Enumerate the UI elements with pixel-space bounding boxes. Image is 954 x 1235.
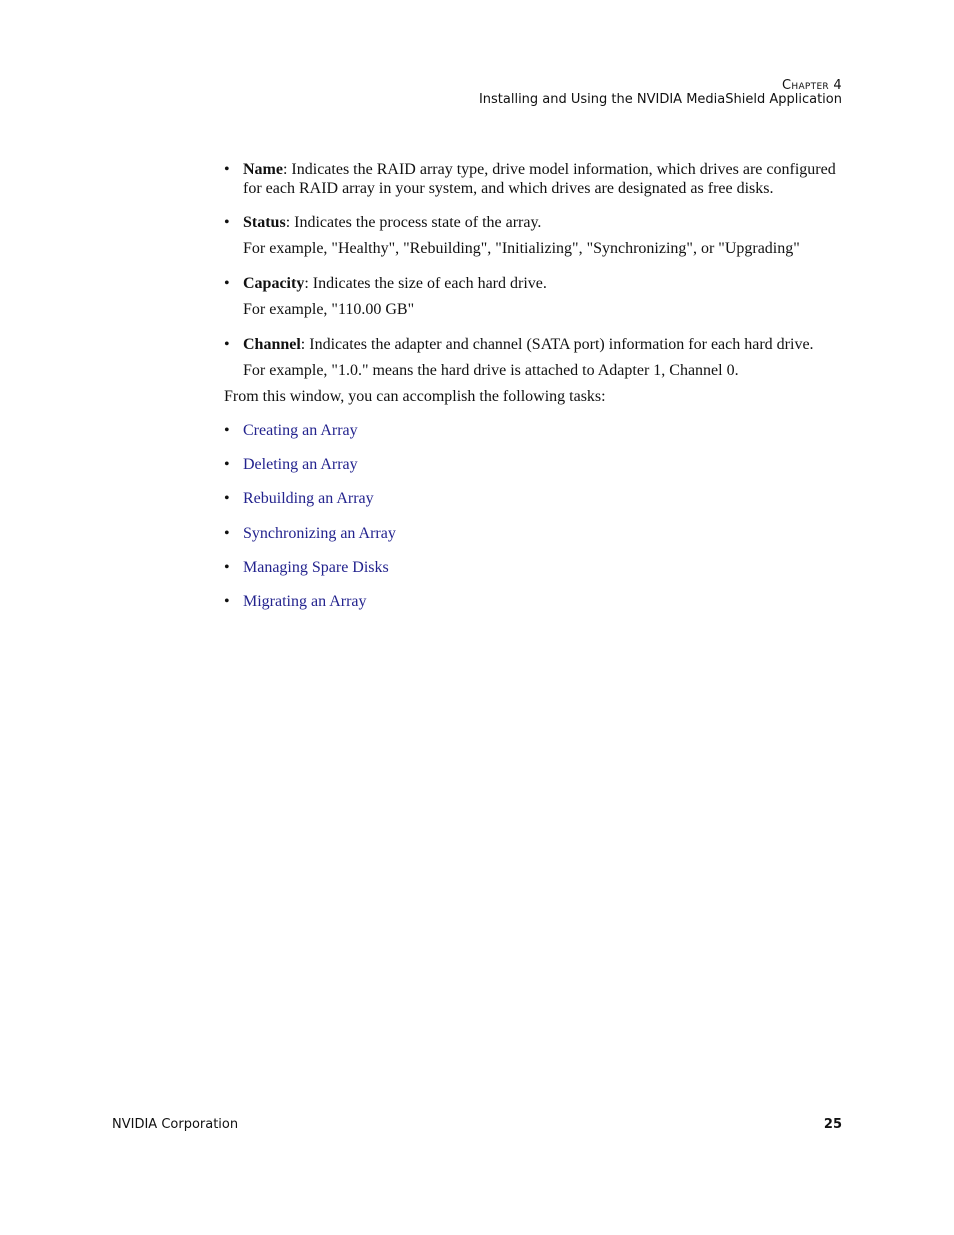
task-link-creating-array[interactable]: Creating an Array: [243, 422, 358, 439]
field-item-status: [224, 213, 844, 232]
field-term: Capacity: [243, 275, 305, 292]
bullet-icon: •: [224, 422, 230, 439]
task-link-synchronizing-array[interactable]: Synchronizing an Array: [243, 524, 396, 542]
field-example: For example, "Healthy", "Rebuilding", "Initializing", "Synchronizing", or "Upgrading": [243, 240, 800, 257]
field-item-capacity: [224, 274, 844, 293]
list-item: [224, 455, 844, 474]
bullet-icon: •: [224, 336, 230, 353]
field-description: : Indicates the size of each hard drive.: [304, 275, 547, 292]
field-example: For example, "1.0." means the hard drive is attached to Adapter 1, Channel 0.: [243, 362, 739, 379]
page-header: [479, 79, 842, 107]
task-link-managing-spare-disks[interactable]: Managing Spare Disks: [243, 558, 389, 576]
field-description: : Indicates the adapter and channel (SATA port) information for each hard drive.: [300, 336, 814, 353]
tasks-intro: From this window, you can accomplish the following tasks:: [224, 388, 606, 405]
bullet-icon: •: [224, 161, 230, 178]
list-item: [224, 489, 844, 508]
bullet-icon: •: [224, 558, 230, 576]
bullet-icon: •: [224, 524, 230, 542]
field-example: For example, "110.00 GB": [243, 301, 415, 318]
list-item: [224, 558, 844, 577]
task-link-rebuilding-array[interactable]: Rebuilding an Array: [243, 490, 374, 508]
task-list: [224, 421, 844, 611]
bullet-icon: •: [224, 214, 230, 231]
field-term: Name: [243, 161, 283, 178]
field-term: Status: [243, 214, 286, 231]
list-item: [224, 524, 844, 543]
chapter-label: Chapter 4: [782, 78, 842, 93]
field-term: Channel: [243, 336, 301, 353]
field-description: : Indicates the RAID array type, drive model information, which drives are configured for each RAID array in your system, and which drives are designated as free disks.: [243, 161, 836, 197]
page-number: 25: [823, 1117, 842, 1132]
bullet-icon: •: [224, 275, 230, 292]
task-link-deleting-array[interactable]: Deleting an Array: [243, 456, 358, 474]
main-content: [224, 160, 844, 626]
bullet-icon: •: [224, 456, 230, 474]
list-item: [224, 592, 844, 611]
bullet-icon: •: [224, 490, 230, 508]
footer-company: NVIDIA Corporation: [112, 1117, 239, 1132]
field-item-channel: [224, 335, 844, 354]
list-item: [224, 421, 844, 440]
bullet-icon: •: [224, 592, 230, 610]
task-link-migrating-array[interactable]: Migrating an Array: [243, 592, 367, 610]
chapter-title: Installing and Using the NVIDIA MediaShield Application: [478, 92, 842, 107]
field-description: : Indicates the process state of the array.: [285, 214, 542, 231]
field-item-name: [224, 160, 844, 198]
